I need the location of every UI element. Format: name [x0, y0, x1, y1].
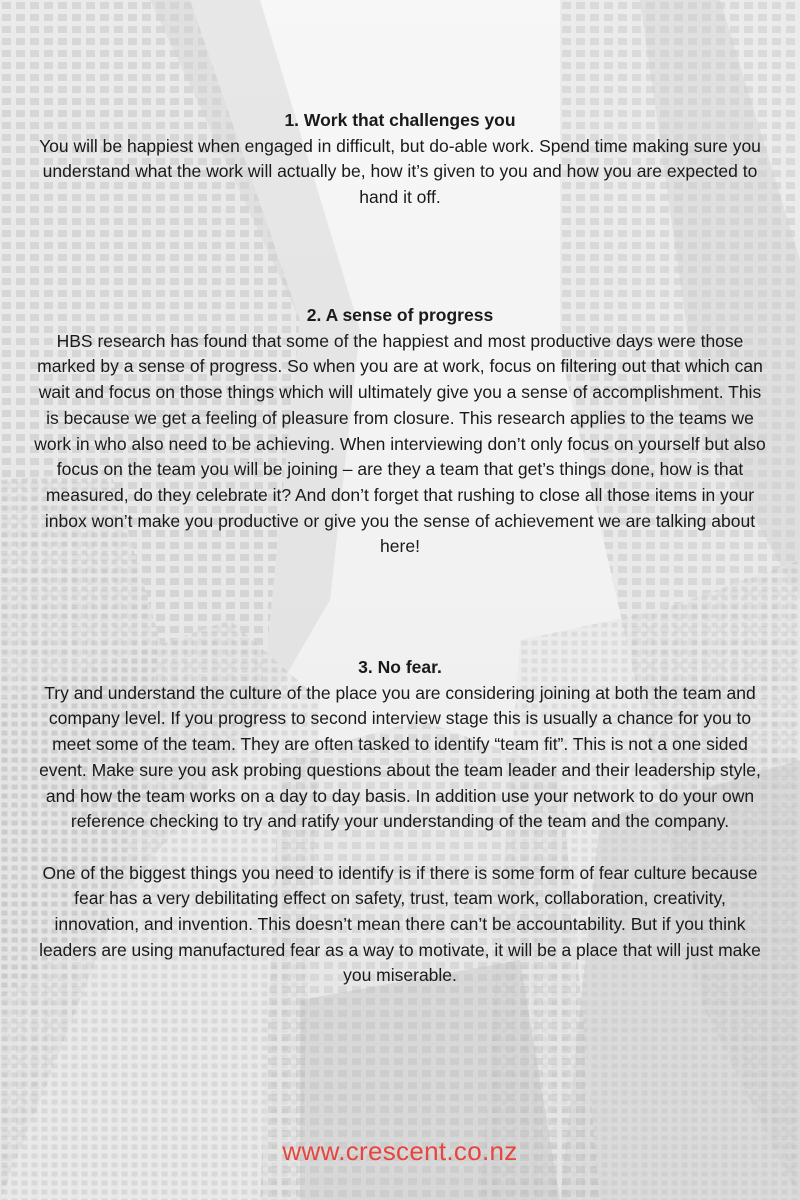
section-sense-of-progress [32, 303, 768, 560]
section-heading: 1. Work that challenges you [284, 110, 516, 130]
section-heading: 2. A sense of progress [306, 305, 494, 325]
section-paragraph: You will be happiest when engaged in difficult, but do-able work. Spend time making sure you understand what the work will actually be, how it’s given to you and how you are expected to hand it off. [39, 135, 761, 208]
section-heading: 3. No fear. [358, 657, 442, 677]
website-url[interactable]: www.crescent.co.nz [282, 1136, 518, 1166]
section-work-that-challenges-you [32, 108, 768, 211]
section-paragraph: HBS research has found that some of the happiest and most productive days were those marked by a sense of progress. So when you are at work, focus on filtering out that which can wait and focus on those things which will ultimately give you a sense of accomplishment. This is because we get a feeling of pleasure from closure. This research applies to the teams we work in who also need to be achieving. When interviewing don’t only focus on yourself but also focus on the team you will be joining – are they a team that get’s things done, how is that measured, do they celebrate it? And don’t forget that rushing to close all those items in your inbox won’t make you productive or give you the sense of achievement we are talking about here! [34, 330, 766, 557]
section-paragraph: One of the biggest things you need to identify is if there is some form of fear culture because fear has a very debilitating effect on safety, trust, team work, collaboration, creativity, innovation, and invention. This doesn’t mean there can’t be accountability. But if you think leaders are using manufactured fear as a way to motivate, it will be a place that will just make you miserable. [39, 862, 761, 986]
section-no-fear [32, 655, 768, 989]
section-paragraph: Try and understand the culture of the place you are considering joining at both the team and company level. If you progress to second interview stage this is usually a chance for you to meet some of the team. They are often tasked to identify “team fit”. This is not a one sided event. Make sure you ask probing questions about the team leader and their leadership style, and how the team works on a day to day basis. In addition use your network to do your own reference checking to try and ratify your understanding of the team and the company. [39, 682, 761, 832]
